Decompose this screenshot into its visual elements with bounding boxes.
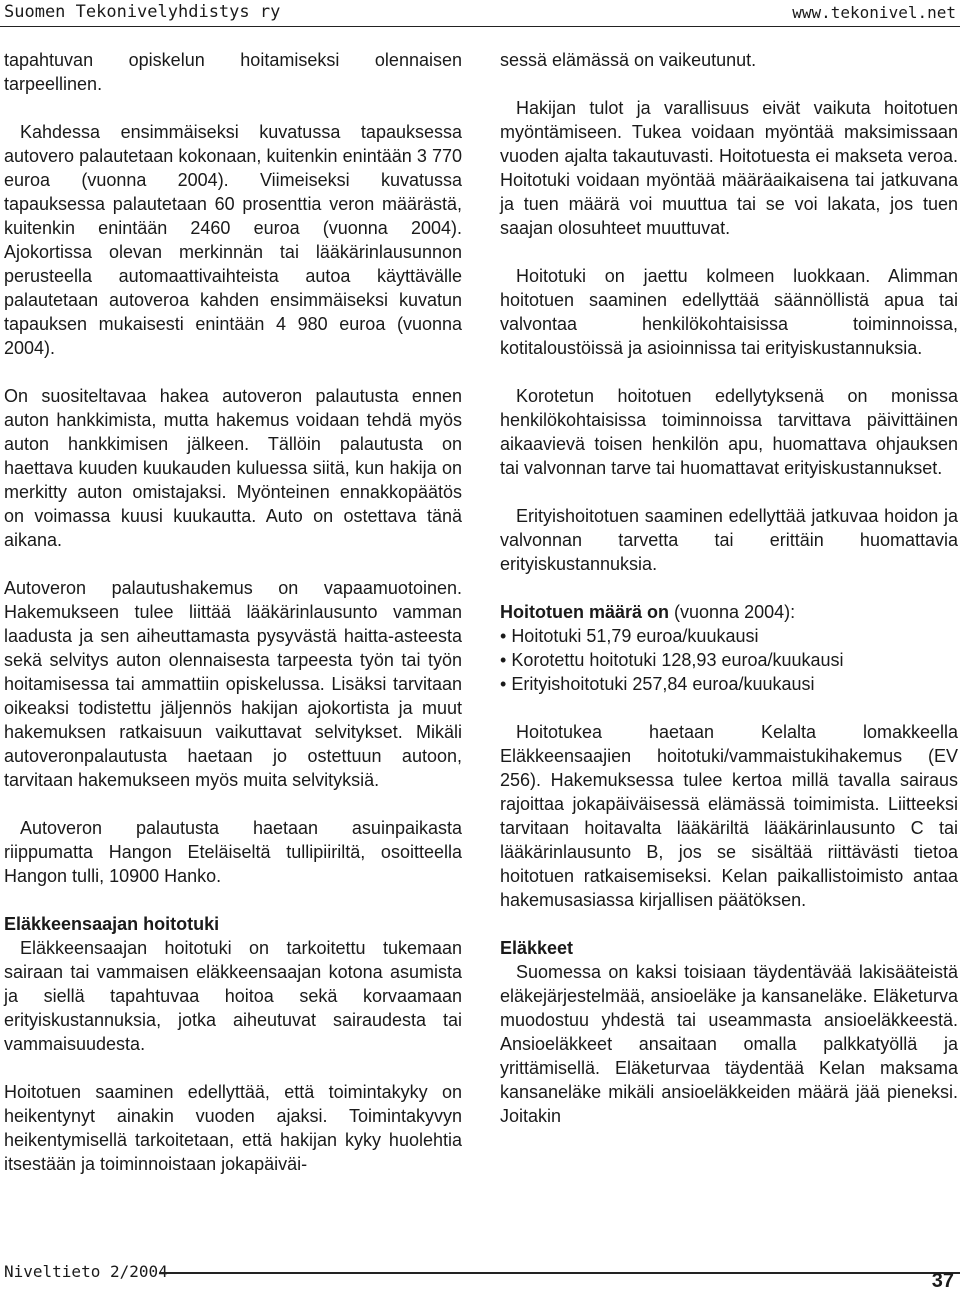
amount-list xyxy=(500,624,958,696)
paragraph: On suositeltavaa hakea autoveron palautusta ennen auton hankkimista, mutta hakemus voidaan tehdä myös auton hankkimisen jälkeen. Tällöin palautusta on haettava kuuden kuukauden kuluessa siitä, kun hakija on merkitty auton omistajaksi. Myönteinen ennakkopäätös on voimassa kuusi kuukautta. Auto on ostettava tänä aikana. xyxy=(4,386,462,550)
page-number: 37 xyxy=(931,1270,954,1292)
footer-divider xyxy=(160,1272,960,1274)
page-header xyxy=(0,0,960,28)
left-column xyxy=(4,48,462,1176)
paragraph: Suomessa on kaksi toisiaan täydentävää lakisääteistä eläkejärjestelmää, ansioeläke ja kansaneläke. Eläketurva muodostuu yhdestä tai useammasta ansioeläkkeestä. Ansioeläkkeet ansaitaan omalla palkkatyöllä ja yrittämisellä. Eläketurvaa täydentää Kelan maksama kansaneläke mikäli ansioeläkkeiden määrä jää pieneksi. Joitakin xyxy=(500,962,958,1126)
publisher-name: Suomen Tekonivelyhdistys ry xyxy=(4,2,281,22)
amount-heading-bold: Hoitotuen määrä on xyxy=(500,602,670,622)
page-footer xyxy=(0,1262,960,1293)
paragraph: Autoveron palautusta haetaan asuinpaikasta riippumatta Hangon Eteläiseltä tullipiiriltä, osoitteella Hangon tulli, 10900 Hanko. xyxy=(4,818,462,886)
header-divider xyxy=(0,26,960,27)
section-heading-hoitotuki: Eläkkeensaajan hoitotuki xyxy=(4,914,220,934)
amount-heading xyxy=(500,600,958,624)
amount-heading-rest: (vuonna 2004): xyxy=(669,602,796,622)
paragraph: Autoveron palautushakemus on vapaamuotoinen. Hakemukseen tulee liittää lääkärinlausunto vamman laadusta ja sen aiheuttamasta pysyvästä haitta-asteesta sekä selvitys auton olennaisesta tarpeesta työn tai työn hoitamisessa tai ammattiin opiskelussa. Lisäksi tarvitaan oikeaksi todistettu jäljennös hakijan ajokortista ja muut hakemuksen ratkaisuun vaikuttavat selvitykset. Mikäli autoveronpalautusta haetaan jo ostettuun autoon, tarvitaan hakemukseen myös muita selvityksiä. xyxy=(4,578,462,790)
right-column xyxy=(500,48,958,1128)
paragraph: Erityishoitotuen saaminen edellyttää jatkuvaa hoidon ja valvonnan tarvetta tai erittäin huomattavia erityiskustannuksia. xyxy=(500,506,958,574)
list-item: • Korotettu hoitotuki 128,93 euroa/kuukausi xyxy=(500,648,958,672)
list-item: • Hoitotuki 51,79 euroa/kuukausi xyxy=(500,624,958,648)
paragraph: Hoitotukea haetaan Kelalta lomakkeella Eläkkeensaajien hoitotuki/vammaistukihakemus (EV 256). Hakemuksessa tulee kertoa millä tavalla sairaus rajoittaa jokapäiväisessä elämässä toimimista. Liitteeksi tarvitaan hoitavalta lääkäriltä lääkärinlausunto C tai lääkärinlausunto B, jos se sisältää riittävästi tietoa hoitotuen ratkaisemiseksi. Kelan paikallistoimisto antaa hakemusasiassa kirjallisen päätöksen. xyxy=(500,722,958,910)
paragraph: Korotetun hoitotuen edellytyksenä on monissa henkilökohtaisissa toiminnoissa tarvittava päivittäinen aikaavievä toisen henkilön apu, huomattava ohjauksen tai valvonnan tarve tai huomattavat erityiskustannukset. xyxy=(500,386,958,478)
section-heading-elakkeet: Eläkkeet xyxy=(500,938,574,958)
paragraph: Kahdessa ensimmäiseksi kuvatussa tapauksessa autovero palautetaan kokonaan, kuitenkin enintään 3 770 euroa (vuonna 2004). Viimeiseksi kuvatussa tapauksessa palautetaan 60 prosenttia veron määrästä, kuitenkin enintään 2460 euroa (vuonna 2004). Ajokortissa olevan merkinnän tai lääkärinlausunnon perusteella automaattivaihteista autoa käyttävälle palautetaan autoveroa kahden ensimmäiseksi kuvatun tapauksen mukaisesti enintään 4 980 euroa (vuonna 2004). xyxy=(4,122,462,358)
paragraph: Hoitotuki on jaettu kolmeen luokkaan. Alimman hoitotuen saaminen edellyttää säännöllistä apua tai valvontaa henkilökohtaisissa toiminnoissa, kotitaloustöissä ja asioinnissa tai erityiskustannuksia. xyxy=(500,266,958,358)
website-link[interactable]: www.tekonivel.net xyxy=(792,3,956,22)
paragraph: Eläkkeensaajan hoitotuki on tarkoitettu tukemaan sairaan tai vammaisen eläkkeensaajan kotona asumista ja siellä tapahtuvaa hoitoa sekä korvaamaan erityiskustannuksia, jotka aiheutuvat sairaudesta tai vammaisuudesta. xyxy=(4,938,462,1054)
paragraph: Hakijan tulot ja varallisuus eivät vaikuta hoitotuen myöntämiseen. Tukea voidaan myöntää maksimissaan vuoden ajalta takautuvasti. Hoitotuesta ei makseta veroa. Hoitotuki voidaan myöntää määräaikaisena tai jatkuvana ja tuen määrä voi muuttua tai se voi lakata, jos tuen saajan olosuhteet muuttuvat. xyxy=(500,98,958,238)
paragraph: Hoitotuen saaminen edellyttää, että toimintakyky on heikentynyt ainakin vuoden ajaksi. Toimintakyvyn heikentymisellä tarkoitetaan, että hakijan kyky huolehtia itsestään ja toiminnoistaan jokapäiväi- xyxy=(4,1082,462,1174)
paragraph: tapahtuvan opiskelun hoitamiseksi olennaisen tarpeellinen. xyxy=(4,50,462,94)
list-item: • Erityishoitotuki 257,84 euroa/kuukausi xyxy=(500,672,958,696)
paragraph: sessä elämässä on vaikeutunut. xyxy=(500,50,757,70)
issue-label: Niveltieto 2/2004 xyxy=(4,1262,168,1281)
